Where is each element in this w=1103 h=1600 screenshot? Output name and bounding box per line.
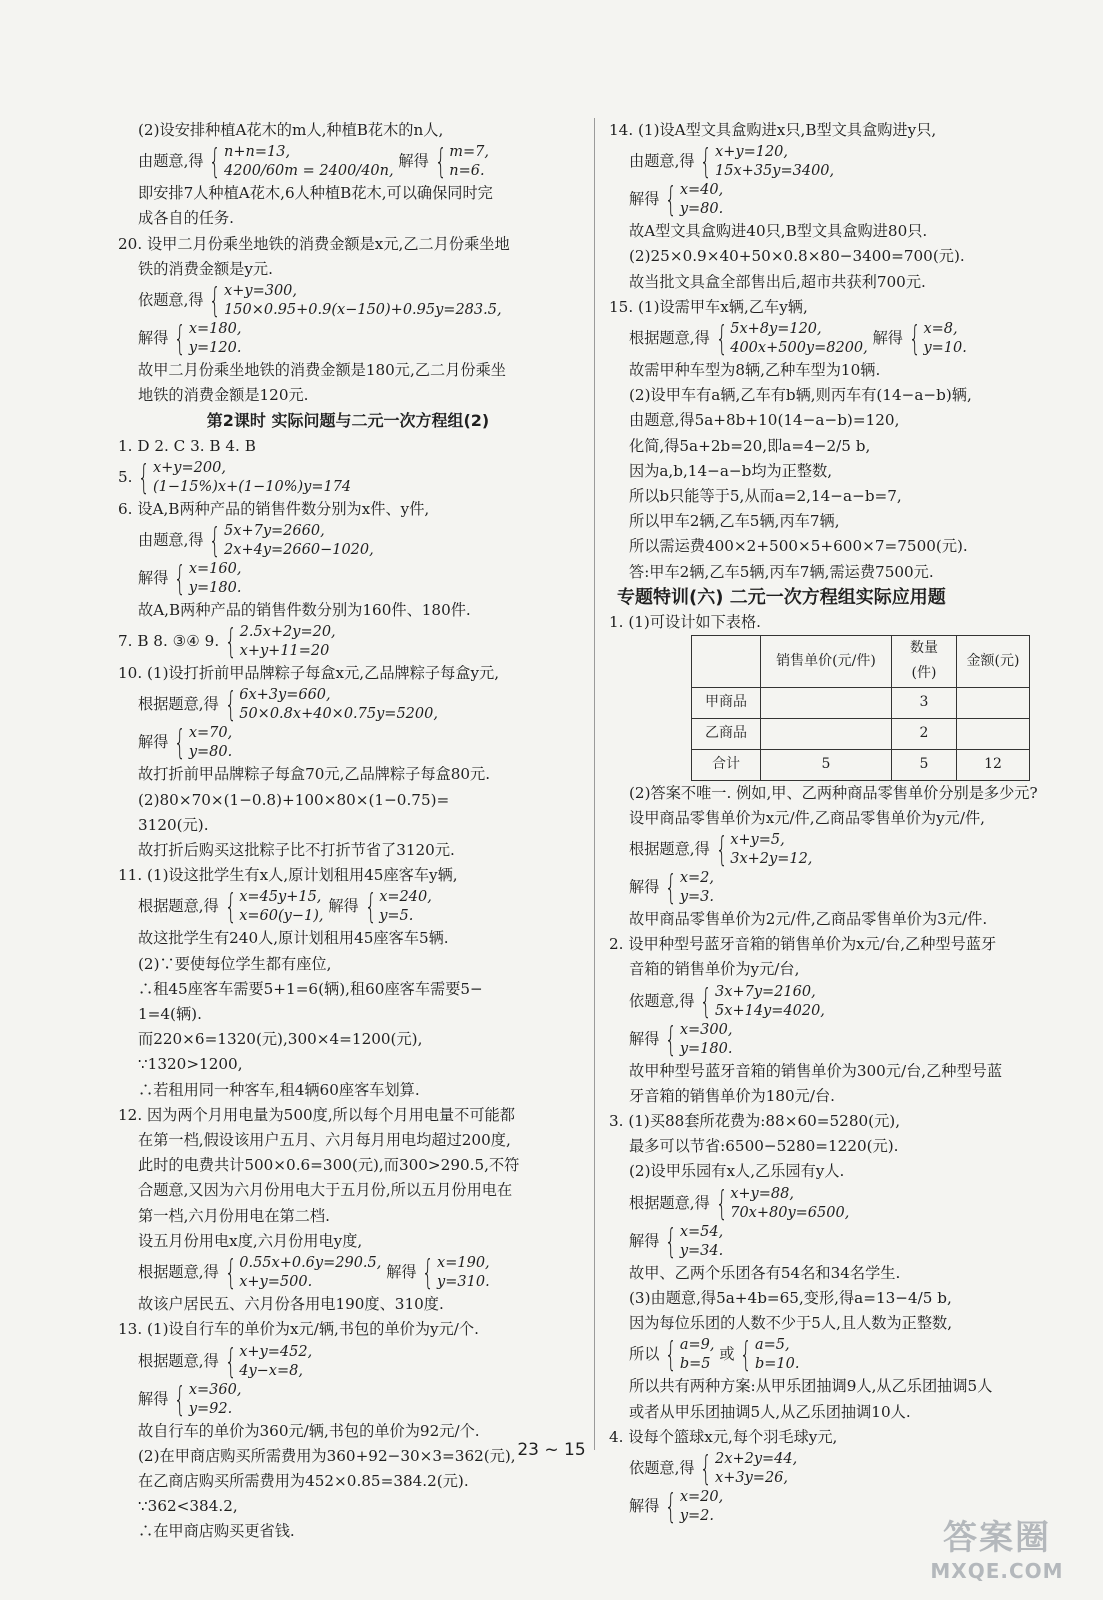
text-line: 1. D 2. C 3. B 4. B <box>118 436 256 455</box>
section-title: 专题特训(六) 二元一次方程组实际应用题 <box>617 586 946 608</box>
table-cell: 5 <box>761 749 892 780</box>
equation-line: 由题意,得 { 5x+7y=2660, 2x+4y=2660−1020, <box>138 521 374 562</box>
table-cell <box>761 687 892 718</box>
equation-line: 根据题意,得 { x+y=452, 4y−x=8, <box>138 1341 313 1382</box>
solution-system: { a=5, b=10. <box>740 1335 800 1376</box>
table-cell: 甲商品 <box>692 687 761 718</box>
table-cell: 乙商品 <box>692 718 761 749</box>
text-line: 4. 设每个篮球x元,每个羽毛球y元, <box>609 1427 838 1446</box>
text-line: (2)25×0.9×40+50×0.8×80−3400=700(元). <box>629 247 965 266</box>
solution-system: { x=70, y=80. <box>174 723 233 764</box>
text-line: (2)在甲商店购买所需费用为360+92−30×3=362(元), <box>138 1446 516 1465</box>
text-line: 故打折后购买这批粽子比不打折节省了3120元. <box>138 841 455 860</box>
equation-system: { x+y=88, 70x+80y=6500, <box>715 1183 850 1224</box>
table-cell <box>692 636 761 687</box>
text-line: 第一档,六月份用电在第二档. <box>138 1206 330 1225</box>
text-line: 即安排7人种植A花木,6人种植B花木,可以确保同时完 <box>138 184 493 203</box>
equation-line: 根据题意,得 { 0.55x+0.6y=290.5, x+y=500. 解得 { x=190, y=310. <box>138 1253 490 1294</box>
text-line: 铁的消费金额是y元. <box>138 259 273 278</box>
equation-system: { 6x+3y=660, 50×0.8x+40×0.75y=5200, <box>224 685 438 726</box>
equation-line: 解得 { x=2, y=3. <box>629 868 715 909</box>
solution-system: { x=160, y=180. <box>174 559 242 600</box>
table-cell <box>957 687 1030 718</box>
text-line: 11. (1)设这批学生有x人,原计划租用45座客车y辆, <box>118 866 458 885</box>
table-row <box>692 687 1030 718</box>
text-line: 合题意,又因为六月份用电大于五月份,所以五月份用电在 <box>138 1181 513 1200</box>
text-line: 6. 设A,B两种产品的销售件数分别为x件、y件, <box>118 499 430 518</box>
table-row <box>692 718 1030 749</box>
equation-system: { 2.5x+2y=20, x+y+11=20 <box>224 622 336 663</box>
table-cell: 2 <box>892 718 957 749</box>
text-line: 1. (1)可设计如下表格. <box>609 613 761 632</box>
text-line: 所以b只能等于5,从而a=2,14−a−b=7, <box>629 487 902 506</box>
equation-line: 解得 { x=300, y=180. <box>629 1019 733 1060</box>
equation-line: 解得 { x=20, y=2. <box>629 1486 724 1527</box>
solution-system: { x=20, y=2. <box>665 1486 724 1527</box>
text-line: 化简,得5a+2b=20,即a=4−2/5 b, <box>629 436 871 455</box>
text-line: (2)80×70×(1−0.8)+100×80×(1−0.75)= <box>138 790 450 809</box>
equation-line: 依题意,得 { x+y=300, 150×0.95+0.9(x−150)+0.95y=283.5, <box>138 281 502 322</box>
table-cell <box>761 718 892 749</box>
text-line: 10. (1)设打折前甲品牌粽子每盒x元,乙品牌粽子每盒y元, <box>118 664 500 683</box>
equation-line: 依题意,得 { 2x+2y=44, x+3y=26, <box>629 1448 798 1489</box>
equation-system: { x=45y+15, x=60(y−1), <box>224 887 324 928</box>
text-line: ∴在甲商店购买更省钱. <box>138 1522 295 1541</box>
equation-system: { 2x+2y=44, x+3y=26, <box>700 1448 798 1489</box>
solution-system: { x=180, y=120. <box>174 319 242 360</box>
text-line: 因为a,b,14−a−b均为正整数, <box>629 461 833 480</box>
text-line: (2)设甲车有a辆,乙车有b辆,则丙车有(14−a−b)辆, <box>629 386 972 405</box>
equation-line: 由题意,得 { x+y=120, 15x+35y=3400, <box>629 142 835 183</box>
text-line: 故当批文具盒全部售出后,超市共获利700元. <box>629 272 926 291</box>
equation-line: 所以 { a=9, b=5 或 { a=5, b=10. <box>629 1335 800 1376</box>
text-line: 所以甲车2辆,乙车5辆,丙车7辆, <box>629 512 840 531</box>
table-cell: 3 <box>892 687 957 718</box>
text-line: 成各自的任务. <box>138 209 234 228</box>
text-line: 或者从甲乐团抽调5人,从乙乐团抽调10人. <box>629 1402 911 1421</box>
table-cell: 金额(元) <box>957 636 1030 687</box>
text-line: 14. (1)设A型文具盒购进x只,B型文具盒购进y只, <box>609 121 937 139</box>
table-cell: 销售单价(元/件) <box>761 636 892 687</box>
equation-system: { 3x+7y=2160, 5x+14y=4020, <box>700 981 825 1022</box>
text-line: 地铁的消费金额是120元. <box>138 386 309 405</box>
text-line: 此时的电费共计500×0.6=300(元),而300>290.5,不符 <box>138 1156 520 1175</box>
text-line: 故A型文具盒购进40只,B型文具盒购进80只. <box>629 222 928 241</box>
text-line: 故自行车的单价为360元/辆,书包的单价为92元/个. <box>138 1421 480 1440</box>
text-line: 设甲商品零售单价为x元/件,乙商品零售单价为y元/件, <box>629 808 985 827</box>
right-column <box>609 118 1079 1526</box>
text-line: 设五月份用电x度,六月份用电y度, <box>138 1231 363 1250</box>
watermark-logo: 答案圈 <box>943 1518 1051 1558</box>
equation-line: 解得 { x=180, y=120. <box>138 319 242 360</box>
text-line: 3120(元). <box>138 815 209 834</box>
solution-system: { m=7, n=6. <box>434 142 489 183</box>
equation-system: { n+n=13, 4200/60m = 2400/40n, <box>209 142 394 183</box>
text-line: 所以共有两种方案:从甲乐团抽调9人,从乙乐团抽调5人 <box>629 1377 993 1396</box>
equation-line: 根据题意,得 { 5x+8y=120, 400x+500y=8200, 解得 { x=8, y=10. <box>629 319 967 360</box>
equation-system: { 5x+7y=2660, 2x+4y=2660−1020, <box>209 521 374 562</box>
table-header-row <box>692 636 1030 687</box>
equation-system: { x+y=452, 4y−x=8, <box>224 1341 313 1382</box>
text-line: 故A,B两种产品的销售件数分别为160件、180件. <box>138 601 471 620</box>
equation-system: { x+y=200, (1−15%)x+(1−10%)y=174 <box>138 457 352 498</box>
section-title: 第2课时 实际问题与二元一次方程组(2) <box>206 411 490 431</box>
column-divider <box>594 118 595 1450</box>
equation-line: 解得 { x=160, y=180. <box>138 559 242 600</box>
solution-system: { x=240, y=5. <box>364 887 432 928</box>
equation-system: { 0.55x+0.6y=290.5, x+y=500. <box>224 1253 382 1294</box>
solution-system: { x=190, y=310. <box>422 1253 490 1294</box>
text-line: ∴若租用同一种客车,租4辆60座客车划算. <box>138 1080 420 1099</box>
text-line: 故甲二月份乘坐地铁的消费金额是180元,乙二月份乘坐 <box>138 361 506 380</box>
equation-line: 5. { x+y=200, (1−15%)x+(1−10%)y=174 <box>118 457 352 498</box>
equation-line: 根据题意,得 { 6x+3y=660, 50×0.8x+40×0.75y=5200, <box>138 685 438 726</box>
text-line: (2)答案不唯一. 例如,甲、乙两种商品零售单价分别是多少元? <box>629 783 1038 802</box>
table-row <box>692 749 1030 780</box>
text-line: 所以需运费400×2+500×5+600×7=7500(元). <box>629 537 968 556</box>
table-cell: 数量(件) <box>892 636 957 687</box>
table-cell: 12 <box>957 749 1030 780</box>
equation-line: 解得 { x=70, y=80. <box>138 723 233 764</box>
text-line: 3. (1)买88套所花费为:88×60=5280(元), <box>609 1112 901 1131</box>
text-line: 答:甲车2辆,乙车5辆,丙车7辆,需运费7500元. <box>629 562 934 581</box>
solution-system: { x=300, y=180. <box>665 1019 733 1060</box>
equation-line: 7. B 8. ③④ 9. { 2.5x+2y=20, x+y+11=20 <box>118 622 336 663</box>
equation-line: 解得 { x=40, y=80. <box>629 180 724 221</box>
text-line: 故该户居民五、六月份各用电190度、310度. <box>138 1295 444 1314</box>
text-line: 因为每位乐团的人数不少于5人,且人数为正整数, <box>629 1314 953 1333</box>
text-line: 在乙商店购买所需费用为452×0.85=384.2(元). <box>138 1471 469 1490</box>
text-line: (2)∵要使每位学生都有座位, <box>138 954 332 973</box>
text-line: 最多可以节省:6500−5280=1220(元). <box>629 1137 899 1156</box>
text-line: (3)由题意,得5a+4b=65,变形,得a=13−4/5 b, <box>629 1288 952 1307</box>
text-line: 故需甲种车型为8辆,乙种车型为10辆. <box>629 361 881 380</box>
text-line: (2)设甲乐园有x人,乙乐园有y人. <box>629 1162 845 1181</box>
text-line: 故甲、乙两个乐团各有54名和34名学生. <box>629 1263 901 1282</box>
equation-line: 解得 { x=54, y=34. <box>629 1221 724 1262</box>
text-line: ∵1320>1200, <box>138 1055 243 1074</box>
table-cell: 5 <box>892 749 957 780</box>
solution-system: { x=8, y=10. <box>908 319 967 360</box>
text-line: (2)设安排种植A花木的m人,种植B花木的n人, <box>138 121 444 139</box>
equation-system: { x+y=120, 15x+35y=3400, <box>700 142 835 183</box>
solution-system: { a=9, b=5 <box>665 1335 715 1376</box>
equation-system: { 5x+8y=120, 400x+500y=8200, <box>715 319 868 360</box>
text-line: 音箱的销售单价为y元/台, <box>629 960 800 979</box>
text-line: 故甲商品零售单价为2元/件,乙商品零售单价为3元/件. <box>629 910 988 929</box>
watermark-url: MXQE.COM <box>930 1559 1064 1583</box>
text-line: 在第一档,假设该用户五月、六月每月用电均超过200度, <box>138 1131 511 1150</box>
equation-line: 解得 { x=360, y=92. <box>138 1379 242 1420</box>
text-line: 故这批学生有240人,原计划租用45座客车5辆. <box>138 929 449 948</box>
text-line: 故甲种型号蓝牙音箱的销售单价为300元/台,乙种型号蓝 <box>629 1061 1003 1080</box>
text-line: 故打折前甲品牌粽子每盒70元,乙品牌粽子每盒80元. <box>138 765 491 784</box>
solution-system: { x=54, y=34. <box>665 1221 724 1262</box>
page-number: 23 ~ 15 <box>517 1440 586 1460</box>
table-cell: 合计 <box>692 749 761 780</box>
text-line: 1=4(辆). <box>138 1005 202 1024</box>
equation-line: 根据题意,得 { x+y=5, 3x+2y=12, <box>629 830 813 871</box>
text-line: 由题意,得5a+8b+10(14−a−b)=120, <box>629 411 900 430</box>
equation-line: 由题意,得 { n+n=13, 4200/60m = 2400/40n, 解得 { m=7, n=6. <box>138 142 489 183</box>
equation-line: 根据题意,得 { x+y=88, 70x+80y=6500, <box>629 1183 850 1224</box>
product-table <box>691 635 1030 780</box>
table-cell <box>957 718 1030 749</box>
text-line: ∵362<384.2, <box>138 1497 238 1516</box>
text-line: 20. 设甲二月份乘坐地铁的消费金额是x元,乙二月份乘坐地 <box>118 234 510 253</box>
equation-line: 依题意,得 { 3x+7y=2160, 5x+14y=4020, <box>629 981 825 1022</box>
watermark <box>912 1510 1082 1583</box>
text-line: 13. (1)设自行车的单价为x元/辆,书包的单价为y元/个. <box>118 1320 479 1339</box>
equation-system: { x+y=300, 150×0.95+0.9(x−150)+0.95y=283.5, <box>209 281 502 322</box>
solution-system: { x=40, y=80. <box>665 180 724 221</box>
text-line: 2. 设甲种型号蓝牙音箱的销售单价为x元/台,乙种型号蓝牙 <box>609 935 997 954</box>
text-line: 12. 因为两个月用电量为500度,所以每个月用电量不可能都 <box>118 1105 515 1124</box>
solution-system: { x=360, y=92. <box>174 1379 242 1420</box>
text-line: 15. (1)设需甲车x辆,乙车y辆, <box>609 297 808 316</box>
equation-line: 根据题意,得 { x=45y+15, x=60(y−1), 解得 { x=240, y=5. <box>138 887 432 928</box>
left-column <box>118 118 578 1545</box>
text-line: ∴租45座客车需要5+1=6(辆),租60座客车需要5− <box>138 979 483 998</box>
equation-system: { x+y=5, 3x+2y=12, <box>715 830 813 871</box>
text-line: 而220×6=1320(元),300×4=1200(元), <box>138 1030 423 1049</box>
solution-system: { x=2, y=3. <box>665 868 715 909</box>
text-line: 牙音箱的销售单价为180元/台. <box>629 1086 835 1105</box>
